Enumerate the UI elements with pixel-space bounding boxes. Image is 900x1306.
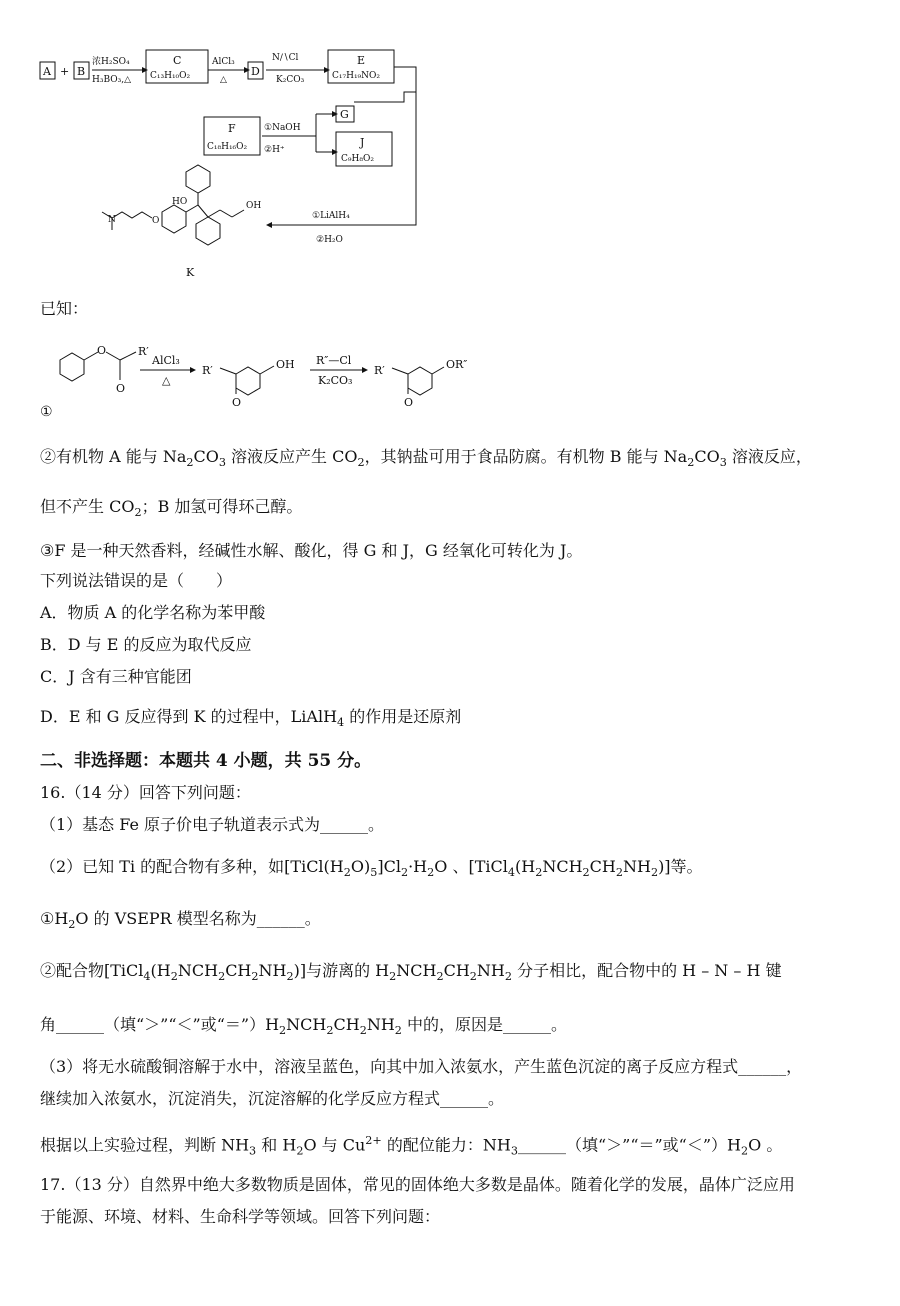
step2-reagent-bottom: △	[220, 75, 227, 85]
option-a: A．物质 A 的化学名称为苯甲酸	[40, 603, 266, 622]
k-nitrogen-label: N	[108, 215, 116, 225]
step4-reagent-top: ①NaOH	[264, 123, 301, 133]
known-3-line: ③F 是一种天然香料，经碱性水解、酸化，得 G 和 J，G 经氧化可转化为 J。	[40, 541, 583, 560]
q16-part3-line3: 根据以上实验过程，判断 $NH_3$ 和 $H_2O$ 与 $Cu^{2+}$ 的配位能力：$NH_3\_\_\_\_\_\_$（填“＞”“＝”或“$<”)H_2O$ 。	[40, 1134, 783, 1158]
k-ether-o-label: O	[152, 216, 160, 226]
step1-reagent-top: 浓H₂SO₄	[92, 57, 130, 67]
scheme-reagent1-top: AlCl₃	[152, 354, 180, 367]
scheme-reagent1-bottom: △	[162, 374, 171, 387]
q16-part2-sub1: $①H_2O$ 的 VSEPR 模型名称为______。	[40, 909, 321, 932]
k-terminal-oh-label: OH	[246, 201, 262, 211]
q17-line1: 17.（13 分）自然界中绝大多数物质是固体，常见的固体绝大多数是晶体。随着化学的发展，晶体广泛应用	[40, 1175, 795, 1194]
q16-part2: （2）已知 Ti 的配合物有多种，如$[TiCl(H_2O)_5]Cl_2\cdot H_2O$ 、$[TiCl_4(H_2NCH_2CH_2NH_2)]$等。	[40, 857, 703, 880]
step5-reagent-top: ①LiAlH₄	[312, 211, 350, 221]
box-e-name: E	[357, 54, 366, 67]
q16-part2-sub2-line2: 角______（填“＞”“＜”或“$=”)H_2NCH_2CH_2NH_2$ 中的，原因是______。	[40, 1015, 567, 1038]
scheme-r3-label: R′	[374, 364, 385, 377]
q16-part3-line1: （3）将无水硫酸铜溶解于水中，溶液呈蓝色，向其中加入浓氨水，产生蓝色沉淀的离子反应方程式______，	[40, 1057, 803, 1076]
q16-part2-sub2-line1: ②配合物$[TiCl_4(H_2NCH_2CH_2NH_2)]$与游离的 $H_2NCH_2CH_2NH_2$ 分子相比，配合物中的 H – N – H 键	[40, 961, 782, 984]
plus-sign: +	[60, 65, 70, 78]
box-f-formula: C₁₈H₁₆O₂	[207, 142, 248, 152]
box-g-label: G	[340, 108, 349, 121]
compound-k-label: K	[186, 266, 195, 279]
box-b-label: B	[77, 65, 86, 78]
scheme-ether-or: OR″	[446, 358, 468, 371]
step3-reagent-bottom: K₂CO₃	[276, 75, 305, 85]
question-stem: 下列说法错误的是（ ）	[40, 571, 233, 590]
step1-reagent-bottom: H₃BO₃,△	[92, 75, 132, 85]
step2-reagent-top: AlCl₃	[212, 57, 235, 67]
scheme-carbonyl-o1: O	[116, 382, 126, 395]
scheme-reagent2-bottom: K₂CO₃	[318, 374, 353, 387]
scheme-r2-label: R′	[202, 364, 213, 377]
box-j-formula: C₉H₈O₂	[341, 154, 374, 164]
box-f-name: F	[228, 122, 236, 135]
scheme-ester-o: O	[97, 344, 107, 357]
section-2-heading: 二、非选择题：本题共 4 小题，共 55 分。	[40, 751, 372, 771]
box-a-label: A	[43, 65, 51, 78]
q16-part3-line2: 继续加入浓氨水，沉淀消失，沉淀溶解的化学反应方程式______。	[40, 1089, 505, 1108]
known-2-line-1: ②有机物 A 能与 $Na_2CO_3$ 溶液反应产生 $CO_2$，其钠盐可用于食品防腐。有机物 B 能与 $Na_2CO_3$ 溶液反应，	[40, 447, 812, 470]
scheme-carbonyl-o3: O	[404, 396, 414, 409]
step5-reagent-bottom: ②H₂O	[316, 235, 343, 245]
k-hydroxyl-label: HO	[172, 197, 188, 207]
box-d-label: D	[251, 65, 260, 78]
option-b: B．D 与 E 的反应为取代反应	[40, 635, 252, 654]
option-c: C．J 含有三种官能团	[40, 667, 192, 686]
box-e-formula: C₁₇H₁₉NO₂	[332, 71, 381, 81]
option-d: D．E 和 G 反应得到 K 的过程中，LiAlH$_4$ 的作用是还原剂	[40, 707, 462, 730]
box-j-name: J	[360, 136, 365, 149]
q16-title: 16.（14 分）回答下列问题：	[40, 783, 251, 802]
known-reaction-scheme	[40, 330, 560, 422]
step4-reagent-bottom: ②H⁺	[264, 145, 285, 155]
scheme-r1-label: R′	[138, 345, 149, 358]
known-label: 已知：	[40, 299, 89, 318]
synthesis-route-diagram	[36, 12, 436, 288]
box-c-name: C	[173, 54, 182, 67]
box-c-formula: C₁₃H₁₀O₂	[150, 71, 191, 81]
step3-reagent-top: N∕∖Cl	[272, 53, 299, 63]
q16-part1: （1）基态 Fe 原子价电子轨道表示式为______。	[40, 815, 385, 834]
scheme-reagent2-top: R″—Cl	[316, 354, 352, 367]
known-2-line-2: 但不产生 $CO_2$；B 加氢可得环己醇。	[40, 497, 303, 520]
q17-line2: 于能源、环境、材料、生命科学等领域。回答下列问题：	[40, 1207, 441, 1226]
scheme-marker: ①	[40, 404, 53, 420]
scheme-phenol-oh: OH	[276, 358, 295, 371]
scheme-carbonyl-o2: O	[232, 396, 242, 409]
